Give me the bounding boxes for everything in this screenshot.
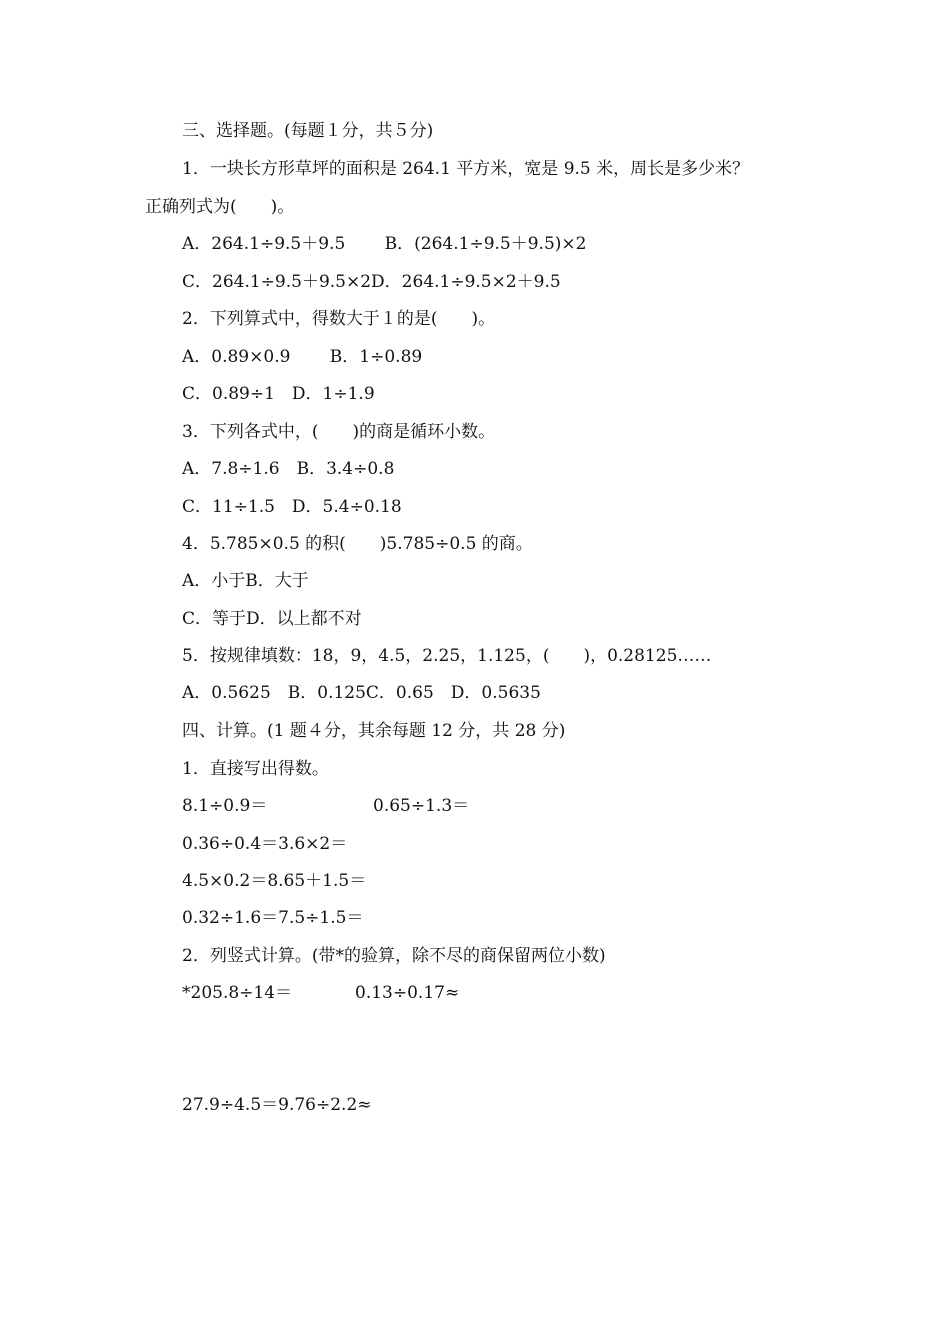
q2-stem: 2．下列算式中，得数大于１的是( )。 bbox=[182, 309, 496, 329]
part2-row1-right: 0.13÷0.17≈ bbox=[355, 983, 460, 1003]
q1-options-line1: A．264.1÷9.5＋9.5 B．(264.1÷9.5＋9.5)×2 bbox=[182, 234, 587, 254]
q4-options-line2: C．等于D．以上都不对 bbox=[182, 609, 362, 629]
q3-options-line1: A．7.8÷1.6 B．3.4÷0.8 bbox=[182, 459, 395, 479]
q4-options-line1: A．小于B．大于 bbox=[182, 571, 309, 591]
q1-stem-line1: 1．一块长方形草坪的面积是 264.1 平方米，宽是 9.5 米，周长是多少米？ bbox=[182, 159, 750, 179]
q5-options-line1: A．0.5625 B．0.125C．0.65 D．0.5635 bbox=[182, 683, 541, 703]
q3-options-line2: C．11÷1.5 D．5.4÷0.18 bbox=[182, 497, 402, 517]
part1-row3: 4.5×0.2＝8.65＋1.5＝ bbox=[182, 871, 367, 891]
part1-row4: 0.32÷1.6＝7.5÷1.5＝ bbox=[182, 908, 364, 928]
part2-title: 2．列竖式计算。(带*的验算，除不尽的商保留两位小数) bbox=[182, 946, 606, 966]
q2-options-line1: A．0.89×0.9 B．1÷0.89 bbox=[182, 347, 423, 367]
q4-stem: 4．5.785×0.5 的积( )5.785÷0.5 的商。 bbox=[182, 534, 533, 554]
part1-row2: 0.36÷0.4＝3.6×2＝ bbox=[182, 834, 348, 854]
q2-options-line2: C．0.89÷1 D．1÷1.9 bbox=[182, 384, 375, 404]
q1-options-line2: C．264.1÷9.5＋9.5×2D．264.1÷9.5×2＋9.5 bbox=[182, 272, 561, 292]
part2-row2: 27.9÷4.5＝9.76÷2.2≈ bbox=[182, 1095, 372, 1115]
q5-stem: 5．按规律填数：18，9，4.5，2.25，1.125，( )，0.28125…… bbox=[182, 646, 712, 666]
section-3-title: 三、选择题。(每题１分，共５分) bbox=[182, 121, 434, 141]
part1-row1-right: 0.65÷1.3＝ bbox=[373, 796, 470, 816]
part2-row1-left: *205.8÷14＝ bbox=[182, 983, 293, 1003]
section-4-title: 四、计算。(1 题４分，其余每题 12 分，共 28 分) bbox=[182, 721, 566, 741]
q3-stem: 3．下列各式中，( )的商是循环小数。 bbox=[182, 422, 496, 442]
part1-title: 1．直接写出得数。 bbox=[182, 759, 329, 779]
part1-row1-left: 8.1÷0.9＝ bbox=[182, 796, 268, 816]
q1-stem-line2: 正确列式为( )。 bbox=[145, 197, 295, 217]
